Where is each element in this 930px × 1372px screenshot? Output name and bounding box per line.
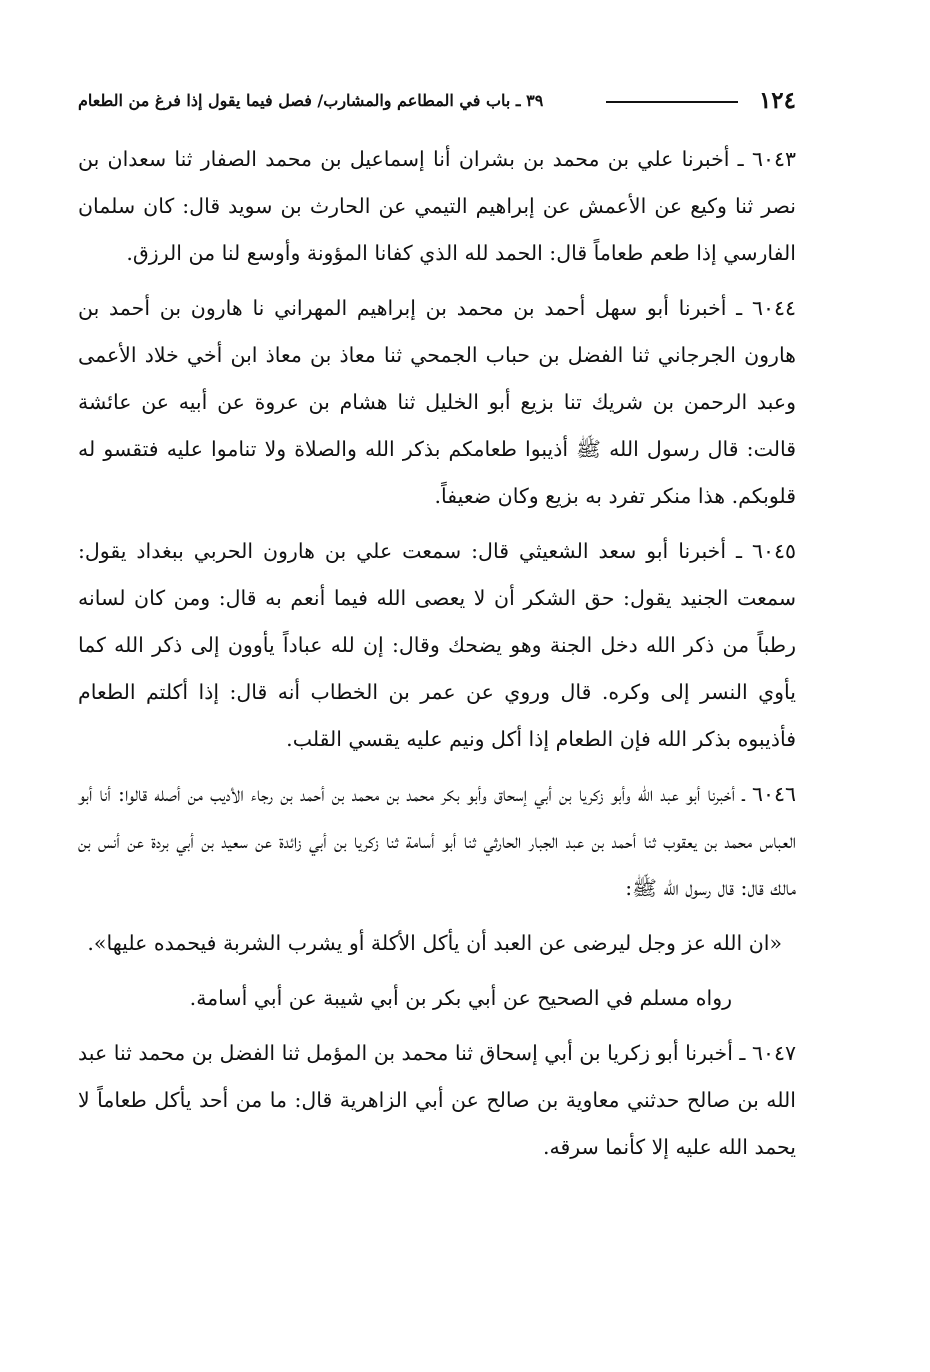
prophetic-quote: «ان الله عز وجل ليرضى عن العبد أن يأكل الأكلة أو يشرب الشربة فيحمده عليها». [87,931,782,955]
hadith-text: ـ أخبرنا علي بن محمد بن بشران أنا إسماعيل بن محمد الصفار ثنا سعدان بن نصر ثنا وكيع عن الأعمش عن إبراهيم التيمي عن الحارث بن سويد قال: كان سلمان الفارسي إذا طعم طعاماً قال: الحمد لله الذي كفانا المؤونة وأوسع لنا من الرزق. [78,147,796,265]
hadith-text: ـ أخبرنا أبو عبد الله وأبو زكريا بن أبي إسحاق وأبو بكر محمد بن محمد بن أحمد بن رجاء الأديب من أصله قالوا: أنا أبو العباس محمد بن يعقوب ثنا أحمد بن عبد الجبار الحارثي ثنا أبو أسامة ثنا زكريا بن أبي زائدة عن سعيد بن أبي بردة عن أنس بن مالك قال: قال رسول الله ﷺ: [78,782,796,900]
hadith-number: ٦٠٤٣ [751,147,796,171]
hadith-number: ٦٠٤٦ [751,782,796,806]
hadith-number: ٦٠٤٥ [751,539,796,563]
hadith-entry [78,528,796,763]
hadith-number: ٦٠٤٧ [751,1041,796,1065]
hadith-text: ـ أخبرنا أبو سهل أحمد بن محمد بن إبراهيم المهراني نا هارون بن أحمد بن هارون الجرجاني ثنا الفضل بن حباب الجمحي ثنا معاذ بن معاذ ابن أخي خلاد الأعمى وعبد الرحمن بن شريك تنا بزيع أبو الخليل ثنا هشام بن عروة عن أبيه عن عائشة قالت: قال رسول الله ﷺ أذيبوا طعامكم بذكر الله والصلاة ولا تناموا عليه فتقسو له قلوبكم. هذا منكر تفرد به بزيع وكان ضعيفاً. [78,296,796,508]
page-number: ١٢٤ [758,87,796,114]
hadith-text: ـ أخبرنا أبو زكريا بن أبي إسحاق ثنا محمد بن المؤمل ثنا الفضل بن محمد ثنا عبد الله بن صالح حدثني معاوية بن صالح عن أبي الزاهرية قال: ما من أحد يأكل طعاماً لا يحمد الله عليه إلا كأنما سرقه. [78,1041,796,1159]
chapter-heading: ٣٩ ـ باب في المطاعم والمشارب/ فصل فيما يقول إذا فرغ من الطعام [78,91,544,110]
header-rule [606,101,738,103]
hadith-number: ٦٠٤٤ [751,296,796,320]
hadith-entry [78,771,796,912]
hadith-entry [78,285,796,520]
running-header [78,86,796,116]
main-text [78,136,796,1179]
hadith-entry [78,136,796,277]
hadith-text: ـ أخبرنا أبو سعد الشعيثي قال: سمعت علي بن هارون الحربي ببغداد يقول: سمعت الجنيد يقول: حق الشكر أن لا يعصى الله فيما أنعم به قال: ومن كان لسانه رطباً من ذكر الله دخل الجنة وهو يضحك وقال: إن لله عباداً يأوون إلى ذكر الله كما يأوي النسر إلى وكره. قال وروي عن عمر بن الخطاب أنه قال: إذا أكلتم الطعام فأذيبوه بذكر الله فإن الطعام إذا أكل ونيم عليه يقسي القلب. [78,539,796,751]
hadith-entry [78,1030,796,1171]
narration-note: رواه مسلم في الصحيح عن أبي بكر بن أبي شيبة عن أبي أسامة. [189,986,732,1010]
